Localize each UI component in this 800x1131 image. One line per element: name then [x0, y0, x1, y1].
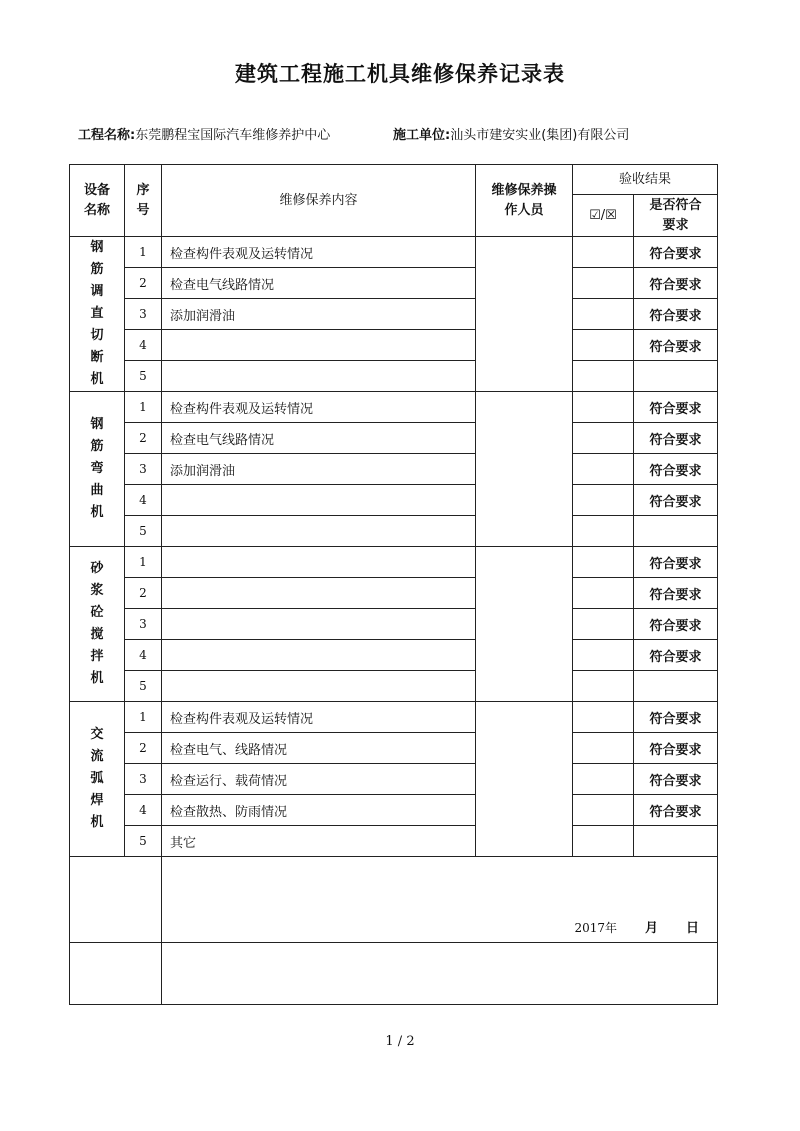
seq-cell: 5	[125, 361, 162, 392]
equipment-name-char: 筋	[90, 439, 104, 454]
result-cell[interactable]: 符合要求	[634, 609, 718, 640]
table-row	[70, 764, 718, 795]
operator-cell[interactable]	[476, 547, 573, 702]
content-cell[interactable]: 其它	[162, 826, 476, 857]
remark-row	[70, 943, 718, 1005]
equipment-name-char: 机	[90, 815, 104, 830]
page-number: 1 / 2	[385, 1034, 415, 1049]
seq-cell: 1	[125, 702, 162, 733]
content-cell[interactable]	[162, 609, 476, 640]
project-label: 工程名称:	[78, 128, 136, 143]
result-cell[interactable]: 符合要求	[634, 702, 718, 733]
equipment-name-char: 调	[90, 284, 104, 299]
operator-header: 维修保养操作人员	[476, 165, 573, 237]
seq-cell: 4	[125, 330, 162, 361]
seq-cell: 1	[125, 237, 162, 268]
content-cell[interactable]: 检查散热、防雨情况	[162, 795, 476, 826]
contractor-value: 汕头市建安实业(集团)有限公司	[450, 128, 630, 143]
seq-cell: 5	[125, 671, 162, 702]
signature-label-cell	[70, 857, 162, 943]
equipment-name-char: 切	[90, 328, 104, 343]
remark-cell[interactable]	[162, 943, 718, 1005]
date-cell[interactable]	[162, 857, 718, 943]
project-value: 东莞鹏程宝国际汽车维修养护中心	[135, 128, 331, 143]
contractor-info	[393, 124, 629, 143]
content-cell[interactable]: 检查电气线路情况	[162, 268, 476, 299]
table-row	[70, 237, 718, 268]
compliant-header: 是否符合要求	[634, 195, 718, 237]
acceptance-header: 验收结果	[573, 165, 718, 195]
equipment-name-char: 流	[90, 749, 104, 764]
table-row	[70, 640, 718, 671]
equipment-name-char: 机	[90, 372, 104, 387]
check-cell[interactable]	[573, 764, 634, 795]
equipment-name-char: 钢	[90, 240, 104, 255]
maintenance-record-table	[69, 164, 718, 1005]
content-cell[interactable]	[162, 671, 476, 702]
date-day: 日	[686, 921, 700, 936]
result-cell[interactable]: 符合要求	[634, 237, 718, 268]
equipment-name	[70, 237, 125, 392]
result-cell[interactable]: 符合要求	[634, 423, 718, 454]
seq-cell: 3	[125, 454, 162, 485]
seq-cell: 1	[125, 547, 162, 578]
table-row	[70, 795, 718, 826]
content-cell[interactable]: 检查构件表观及运转情况	[162, 392, 476, 423]
equipment-name-char: 弧	[90, 771, 104, 786]
check-cell[interactable]	[573, 640, 634, 671]
result-cell[interactable]: 符合要求	[634, 392, 718, 423]
table-row	[70, 826, 718, 857]
seq-cell: 2	[125, 268, 162, 299]
content-cell[interactable]: 检查运行、载荷情况	[162, 764, 476, 795]
content-cell[interactable]	[162, 516, 476, 547]
check-cell[interactable]	[573, 361, 634, 392]
check-cell[interactable]	[573, 547, 634, 578]
seq-cell: 4	[125, 795, 162, 826]
result-cell[interactable]: 符合要求	[634, 795, 718, 826]
operator-cell[interactable]	[476, 702, 573, 857]
equipment-name-char: 机	[90, 671, 104, 686]
table-row	[70, 361, 718, 392]
content-cell[interactable]	[162, 485, 476, 516]
check-cell[interactable]	[573, 826, 634, 857]
content-cell[interactable]: 添加润滑油	[162, 454, 476, 485]
result-cell[interactable]	[634, 361, 718, 392]
content-cell[interactable]	[162, 578, 476, 609]
table-row	[70, 330, 718, 361]
table-row	[70, 454, 718, 485]
signature-row	[70, 857, 718, 943]
equipment-name	[70, 702, 125, 857]
equipment-name-char: 搅	[90, 627, 104, 642]
check-cell[interactable]	[573, 609, 634, 640]
seq-cell: 4	[125, 485, 162, 516]
check-cell[interactable]	[573, 578, 634, 609]
seq-cell: 3	[125, 764, 162, 795]
equipment-name-char: 拌	[90, 649, 104, 664]
operator-cell[interactable]	[476, 392, 573, 547]
result-cell[interactable]: 符合要求	[634, 268, 718, 299]
seq-cell: 5	[125, 516, 162, 547]
table-row	[70, 485, 718, 516]
table-row	[70, 392, 718, 423]
content-cell[interactable]: 检查构件表观及运转情况	[162, 702, 476, 733]
equipment-name-char: 弯	[90, 461, 104, 476]
table-row	[70, 516, 718, 547]
remark-label-cell	[70, 943, 162, 1005]
result-cell[interactable]	[634, 671, 718, 702]
equipment-name-char: 曲	[90, 483, 104, 498]
equipment-name	[70, 547, 125, 702]
result-cell[interactable]: 符合要求	[634, 485, 718, 516]
table-row	[70, 733, 718, 764]
table-row	[70, 299, 718, 330]
seq-cell: 2	[125, 423, 162, 454]
check-cell[interactable]	[573, 485, 634, 516]
page-title: 建筑工程施工机具维修保养记录表	[235, 62, 565, 86]
table-row	[70, 268, 718, 299]
seq-cell: 3	[125, 299, 162, 330]
date-year: 2017年	[574, 921, 617, 935]
equipment-name-char: 筋	[90, 262, 104, 277]
check-header: ☑/☒	[573, 195, 634, 237]
equipment-name-char: 断	[90, 350, 104, 365]
content-cell[interactable]: 检查电气、线路情况	[162, 733, 476, 764]
check-cell[interactable]	[573, 268, 634, 299]
check-cell[interactable]	[573, 795, 634, 826]
equipment-name-char: 机	[90, 505, 104, 520]
seq-cell: 1	[125, 392, 162, 423]
table-row	[70, 578, 718, 609]
table-row	[70, 547, 718, 578]
table-row	[70, 671, 718, 702]
check-cell[interactable]	[573, 733, 634, 764]
content-cell[interactable]	[162, 547, 476, 578]
table-row	[70, 423, 718, 454]
header-row	[70, 165, 718, 195]
check-cell[interactable]	[573, 392, 634, 423]
table-row	[70, 702, 718, 733]
content-cell[interactable]	[162, 361, 476, 392]
equipment-name-header: 设备名称	[70, 165, 125, 237]
equipment-name-char: 焊	[90, 793, 104, 808]
seq-header: 序号	[125, 165, 162, 237]
seq-cell: 4	[125, 640, 162, 671]
check-cell[interactable]	[573, 454, 634, 485]
seq-cell: 2	[125, 578, 162, 609]
content-header: 维修保养内容	[162, 165, 476, 237]
equipment-name-char: 钢	[90, 417, 104, 432]
result-cell[interactable]: 符合要求	[634, 764, 718, 795]
seq-cell: 5	[125, 826, 162, 857]
check-cell[interactable]	[573, 516, 634, 547]
content-cell[interactable]	[162, 330, 476, 361]
operator-cell[interactable]	[476, 237, 573, 392]
seq-cell: 3	[125, 609, 162, 640]
content-cell[interactable]: 检查电气线路情况	[162, 423, 476, 454]
check-cell[interactable]	[573, 671, 634, 702]
result-cell[interactable]	[634, 826, 718, 857]
check-cell[interactable]	[573, 330, 634, 361]
result-cell[interactable]: 符合要求	[634, 578, 718, 609]
seq-cell: 2	[125, 733, 162, 764]
result-cell[interactable]: 符合要求	[634, 330, 718, 361]
equipment-name-char: 砂	[90, 561, 104, 576]
result-cell[interactable]: 符合要求	[634, 640, 718, 671]
result-cell[interactable]	[634, 516, 718, 547]
check-cell[interactable]	[573, 702, 634, 733]
contractor-label: 施工单位:	[393, 128, 451, 143]
project-info	[78, 124, 330, 143]
content-cell[interactable]: 添加润滑油	[162, 299, 476, 330]
equipment-name-char: 浆	[90, 583, 104, 598]
check-cell[interactable]	[573, 423, 634, 454]
result-cell[interactable]: 符合要求	[634, 299, 718, 330]
equipment-name-char: 砼	[90, 605, 104, 620]
result-cell[interactable]: 符合要求	[634, 454, 718, 485]
check-cell[interactable]	[573, 237, 634, 268]
content-cell[interactable]	[162, 640, 476, 671]
result-cell[interactable]: 符合要求	[634, 733, 718, 764]
date-month: 月	[644, 921, 658, 936]
equipment-name-char: 交	[90, 727, 104, 742]
table-row	[70, 609, 718, 640]
content-cell[interactable]: 检查构件表观及运转情况	[162, 237, 476, 268]
equipment-name-char: 直	[90, 306, 104, 321]
equipment-name	[70, 392, 125, 547]
check-cell[interactable]	[573, 299, 634, 330]
result-cell[interactable]: 符合要求	[634, 547, 718, 578]
